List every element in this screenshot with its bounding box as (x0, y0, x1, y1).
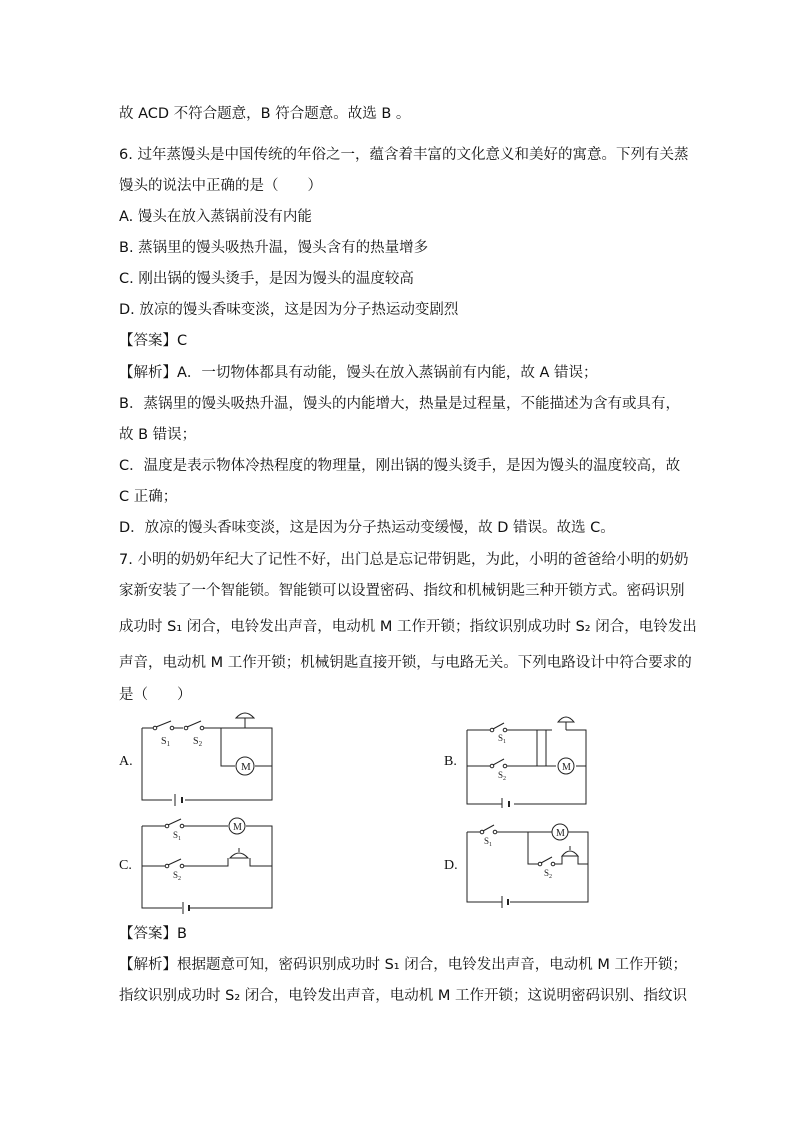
text-line-15: 家新安装了一个智能锁。智能锁可以设置密码、指纹和机械钥匙三种开锁方式。密码识别 (119, 583, 685, 599)
circuit-c-diagram (135, 812, 280, 917)
text-line-17: 声音，电动机 M 工作开锁；机械钥匙直接开锁，与电路无关。下列电路设计中符合要求的 (119, 655, 692, 671)
circuit-d-s1: S (484, 836, 490, 846)
text-line-3: A. 馒头在放入蒸锅前没有内能 (119, 209, 312, 225)
circuit-a-s2: S (193, 736, 199, 747)
circuit-b-s2-sub: 2 (503, 776, 507, 782)
text-line-10: 故 B 错误； (119, 427, 197, 443)
circuit-d-diagram (460, 818, 595, 913)
circuit-b-diagram (460, 708, 595, 808)
circuit-c-s2: S (173, 870, 179, 880)
text-line-21: 指纹识别成功时 S₂ 闭合，电铃发出声音，电动机 M 工作开锁；这说明密码识别、指纹识 (119, 988, 687, 1004)
circuit-b-s1-sub: 1 (503, 739, 507, 745)
svg-text:S2 (498, 770, 506, 782)
circuit-d-motor-label: M (556, 828, 565, 839)
svg-text:S1 (498, 733, 506, 745)
option-c-label: C. (119, 858, 132, 873)
text-line-8: 【解析】A．一切物体都具有动能，馒头在放入蒸锅前有内能，故 A 错误； (119, 365, 598, 381)
svg-text:S2 (193, 736, 203, 748)
circuit-a-s2-sub: 2 (198, 740, 203, 748)
circuit-d-s1-sub: 1 (489, 842, 493, 848)
circuit-a-diagram (135, 708, 280, 808)
text-line-18: 是（ ） (119, 687, 192, 703)
circuit-b-s2: S (498, 770, 504, 780)
text-line-5: C. 刚出锅的馒头烫手，是因为馒头的温度较高 (119, 271, 414, 287)
svg-text:S2 (173, 870, 181, 882)
svg-text:S2 (544, 868, 552, 880)
option-a-label: A. (119, 754, 133, 769)
svg-text:S1 (161, 736, 171, 748)
text-line-0: 故 ACD 不符合题意，B 符合题意。故选 B 。 (119, 106, 411, 122)
text-line-2: 馒头的说法中正确的是（ ） (119, 178, 322, 194)
circuit-a-motor-label: M (241, 761, 251, 773)
text-line-19: 【答案】B (119, 926, 187, 942)
text-line-6: D. 放凉的馒头香味变淡，这是因为分子热运动变剧烈 (119, 302, 459, 318)
circuit-c-s1-sub: 1 (178, 836, 182, 842)
text-line-14: 7. 小明的奶奶年纪大了记性不好，出门总是忘记带钥匙，为此，小明的爸爸给小明的奶奶 (119, 552, 689, 568)
circuit-c-motor-label: M (233, 822, 242, 833)
text-line-16: 成功时 S₁ 闭合，电铃发出声音，电动机 M 工作开锁；指纹识别成功时 S₂ 闭合，电铃发出 (119, 619, 697, 635)
svg-text:S1 (173, 830, 181, 842)
text-line-20: 【解析】根据题意可知，密码识别成功时 S₁ 闭合，电铃发出声音，电动机 M 工作开锁； (119, 957, 687, 973)
circuit-c-s2-sub: 2 (178, 876, 182, 882)
text-line-11: C．温度是表示物体冷热程度的物理量，刚出锅的馒头烫手，是因为馒头的温度较高，故 (119, 458, 681, 474)
text-line-1: 6. 过年蒸馒头是中国传统的年俗之一，蕴含着丰富的文化意义和美好的寓意。下列有关蒸 (119, 147, 689, 163)
option-d-label: D. (444, 858, 458, 873)
svg-text:S1 (484, 836, 492, 848)
text-line-7: 【答案】C (119, 333, 188, 349)
circuit-b-motor-label: M (562, 762, 571, 773)
circuit-d-s2: S (544, 868, 550, 878)
circuit-c-s1: S (173, 830, 179, 840)
circuit-d-s2-sub: 2 (549, 874, 553, 880)
circuit-a-s1-sub: 1 (166, 740, 171, 748)
text-line-12: C 正确； (119, 489, 178, 505)
text-line-9: B．蒸锅里的馒头吸热升温，馒头的内能增大，热量是过程量，不能描述为含有或具有， (119, 396, 680, 412)
text-line-13: D．放凉的馒头香味变淡，这是因为分子热运动变缓慢，故 D 错误。故选 C。 (119, 520, 615, 536)
option-b-label: B. (444, 754, 457, 769)
circuit-b-s1: S (498, 733, 504, 743)
text-line-4: B. 蒸锅里的馒头吸热升温，馒头含有的热量增多 (119, 240, 429, 256)
circuit-a-s1: S (161, 736, 167, 747)
